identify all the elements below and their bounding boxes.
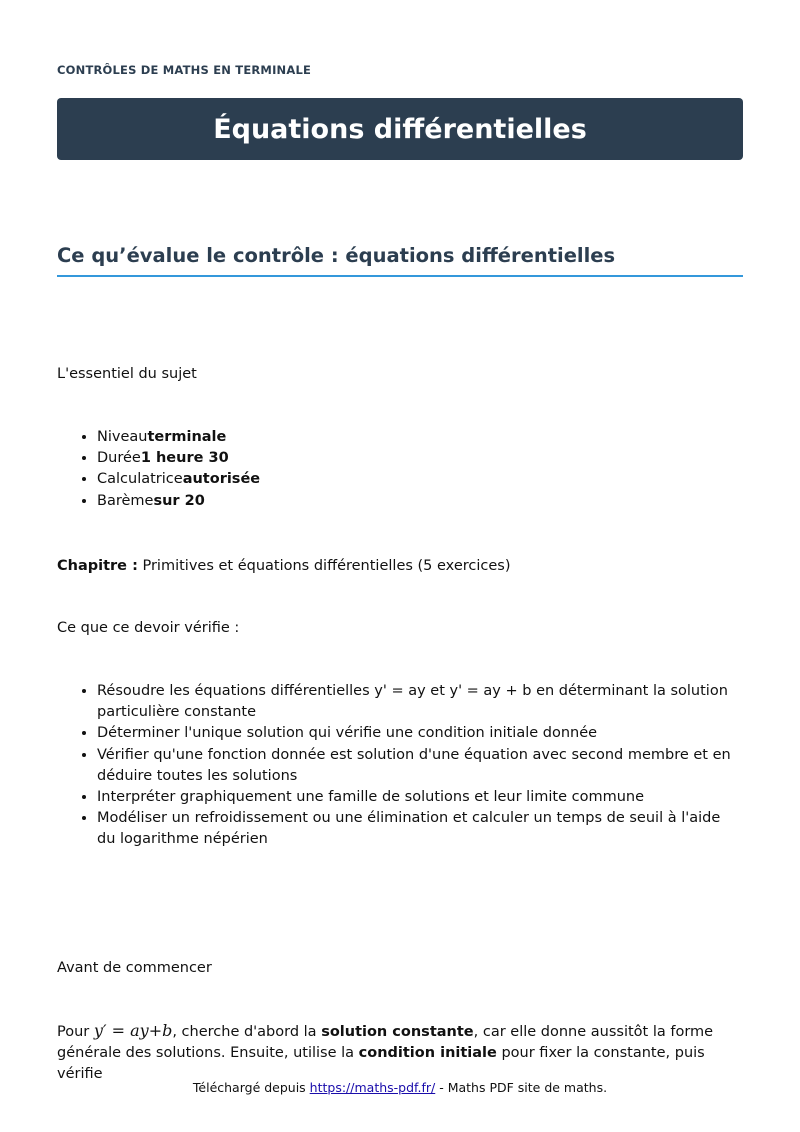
list-item: • Vérifier qu'une fonction donnée est solution d'une équation avec second membre et en déduire toutes les solutions: [97, 745, 743, 787]
essentials-list: [57, 427, 743, 512]
list-item: • Niveauterminale: [97, 427, 743, 448]
formula: y′ = ay+b: [93, 1021, 173, 1040]
checks-intro: Ce que ce devoir vérifie :: [57, 620, 240, 636]
chapter-text: Primitives et équations différentielles (5 exercices): [137, 558, 511, 574]
page-kicker: CONTRÔLES DE MATHS EN TERMINALE: [57, 63, 312, 77]
chapter-label: Chapitre :: [57, 558, 138, 574]
list-item: • Barèmesur 20: [97, 491, 743, 512]
before-paragraph: Pour y′ = ay+b, cherche d'abord la solution constante, car elle donne aussitôt la forme générale des solutions. Ensuite, utilise la condition initiale pour fixer la constante, puis vérifie: [57, 1021, 714, 1082]
list-item: • Résoudre les équations différentielles y' = ay et y' = ay + b en déterminant la solution particulière constante: [97, 681, 743, 723]
list-item: • Calculatriceautorisée: [97, 469, 743, 490]
before-heading: Avant de commencer: [57, 960, 212, 976]
section-heading: Ce qu’évalue le contrôle : équations différentielles: [57, 244, 743, 277]
page-footer: Téléchargé depuis https://maths-pdf.fr/ - Maths PDF site de maths.: [192, 1080, 608, 1095]
checks-list: [57, 681, 743, 851]
page-title: Équations différentielles: [213, 113, 587, 145]
source-link[interactable]: https://maths-pdf.fr/: [309, 1080, 436, 1095]
list-item: • Durée1 heure 30: [97, 448, 743, 469]
list-item: • Modéliser un refroidissement ou une élimination et calculer un temps de seuil à l'aide du logarithme népérien: [97, 808, 743, 850]
list-item: • Interpréter graphiquement une famille de solutions et leur limite commune: [97, 787, 743, 808]
chapter-line: [57, 556, 511, 577]
title-banner: [57, 98, 743, 160]
essentials-intro: L'essentiel du sujet: [57, 366, 197, 382]
list-item: • Déterminer l'unique solution qui vérifie une condition initiale donnée: [97, 723, 743, 744]
